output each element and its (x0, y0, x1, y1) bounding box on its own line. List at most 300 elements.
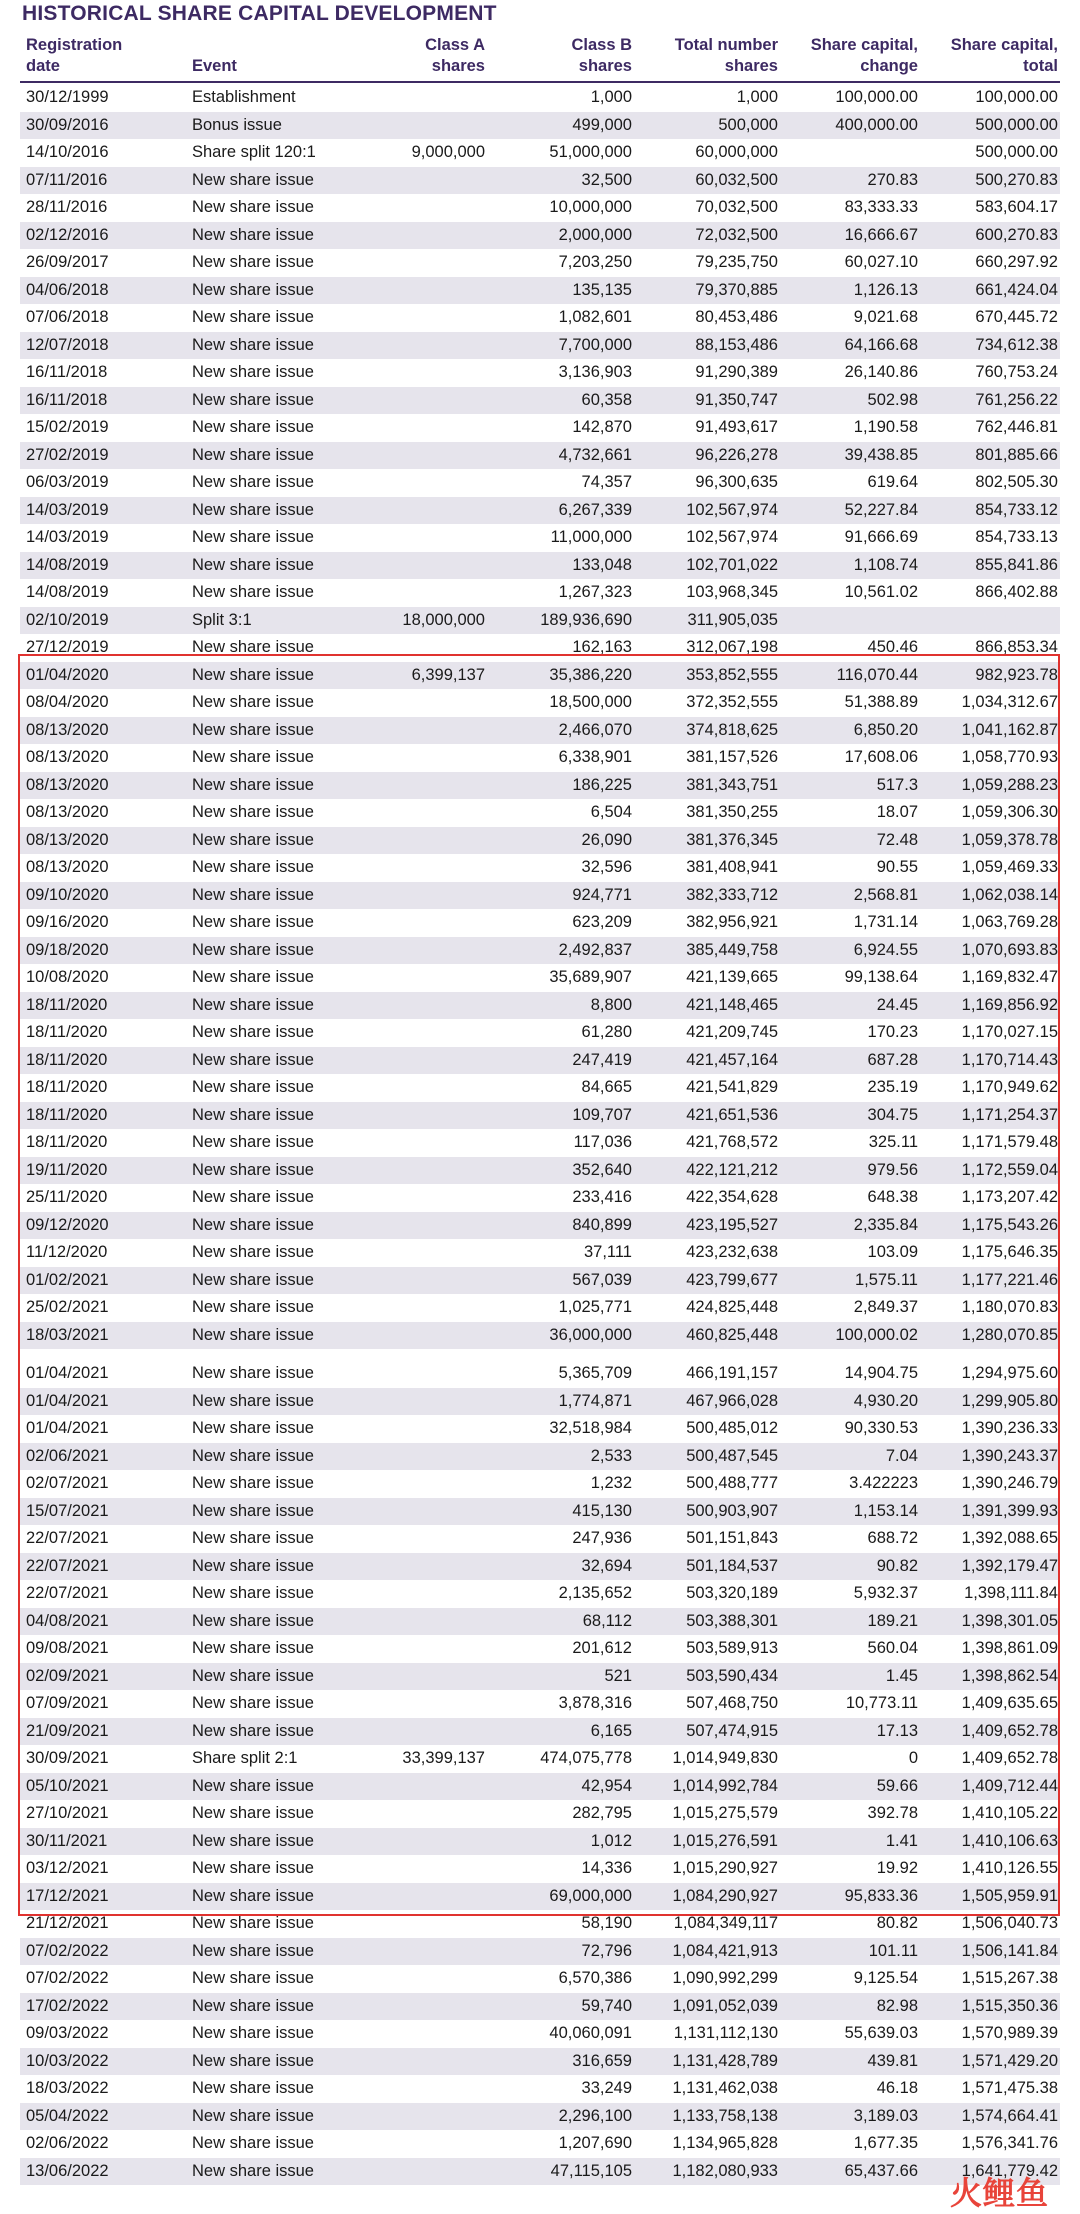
cell-capital-change: 979.56 (867, 1160, 918, 1179)
cell-date: 16/11/2018 (26, 363, 108, 381)
cell-total-shares: 382,956,921 (686, 913, 778, 931)
cell-event: New share issue (192, 885, 314, 904)
cell-capital-total: 1,409,635.65 (961, 1694, 1058, 1712)
cell-event: New share issue (192, 1556, 314, 1575)
cell-capital-change: 439.81 (867, 2051, 918, 2070)
cell-capital-change: 100,000.00 (835, 88, 918, 106)
cell-date: 08/13/2020 (26, 830, 109, 849)
cell-class-b: 36,000,000 (549, 1325, 632, 1344)
cell-date: 18/11/2020 (26, 1105, 108, 1124)
cell-capital-change: 83,333.33 (844, 198, 918, 216)
cell-capital-change: 648.38 (867, 1188, 918, 1206)
cell-event: New share issue (192, 1941, 314, 1960)
cell-total-shares: 500,487,545 (686, 1446, 778, 1465)
cell-total-shares: 102,567,974 (686, 528, 778, 546)
cell-capital-total: 1,505,959.91 (961, 1886, 1058, 1905)
cell-class-b: 135,135 (572, 280, 632, 299)
cell-date: 03/12/2021 (26, 1859, 109, 1877)
cell-total-shares: 88,153,486 (695, 335, 778, 354)
cell-total-shares: 500,485,012 (686, 1419, 778, 1437)
cell-total-shares: 1,131,112,130 (673, 2024, 778, 2042)
cell-capital-total: 1,398,301.05 (961, 1611, 1058, 1630)
table-row (20, 1910, 1060, 1938)
cell-class-b: 32,596 (581, 858, 632, 876)
cell-capital-change: 95,833.36 (844, 1886, 918, 1905)
table-row (20, 2130, 1060, 2158)
cell-capital-total: 1,170,027.15 (961, 1023, 1058, 1041)
cell-capital-total: 670,445.72 (975, 308, 1058, 326)
cell-capital-change: 65,437.66 (844, 2161, 918, 2180)
cell-date: 15/07/2021 (26, 1501, 109, 1520)
cell-class-b: 1,267,323 (558, 583, 632, 601)
table-row (20, 2103, 1060, 2131)
cell-date: 01/04/2020 (26, 665, 109, 684)
table-row (20, 2158, 1060, 2186)
cell-event: New share issue (192, 1160, 314, 1179)
cell-date: 07/11/2016 (26, 170, 108, 189)
cell-event: New share issue (192, 390, 314, 409)
cell-capital-total: 1,574,664.41 (961, 2106, 1058, 2125)
cell-date: 14/08/2019 (26, 555, 109, 574)
cell-class-b: 68,112 (582, 1611, 632, 1630)
cell-event: New share issue (192, 445, 314, 464)
cell-capital-change: 7.04 (885, 1446, 918, 1465)
cell-class-b: 282,795 (572, 1804, 632, 1822)
cell-capital-total: 1,392,179.47 (961, 1556, 1058, 1575)
cell-capital-change: 3,189.03 (853, 2106, 918, 2125)
cell-event: New share issue (192, 638, 314, 656)
table-row (20, 1993, 1060, 2021)
cell-capital-total: 1,177,221.46 (961, 1270, 1058, 1289)
cell-capital-total: 1,070,693.83 (961, 940, 1058, 959)
cell-capital-total: 1,058,770.93 (961, 748, 1058, 766)
cell-capital-total: 500,000.00 (975, 143, 1058, 161)
cell-capital-change: 72.48 (876, 830, 918, 849)
cell-capital-total: 1,571,429.20 (961, 2051, 1058, 2070)
cell-class-b: 6,267,339 (558, 500, 632, 519)
cell-class-b: 3,136,903 (558, 363, 632, 381)
cell-date: 14/03/2019 (26, 528, 109, 546)
cell-capital-change: 4,930.20 (853, 1391, 918, 1410)
cell-event: New share issue (192, 2161, 314, 2180)
cell-event: New share issue (192, 500, 314, 519)
watermark-logo: 火鲤鱼 (950, 2175, 1050, 2211)
cell-class-b: 7,700,000 (558, 335, 632, 354)
table-row (20, 84, 1060, 112)
cell-capital-total: 1,390,243.37 (961, 1446, 1058, 1465)
cell-event: Share split 2:1 (192, 1749, 298, 1767)
cell-class-b: 142,870 (572, 418, 632, 436)
cell-total-shares: 421,148,465 (686, 995, 778, 1014)
cell-class-b: 521 (604, 1666, 632, 1685)
cell-capital-total: 866,853.34 (975, 638, 1058, 656)
cell-event: New share issue (192, 720, 314, 739)
cell-total-shares: 421,139,665 (686, 968, 778, 986)
cell-total-shares: 70,032,500 (695, 198, 778, 216)
cell-capital-change: 1,731.14 (853, 913, 918, 931)
cell-total-shares: 79,235,750 (695, 253, 778, 271)
cell-date: 07/02/2022 (26, 1941, 109, 1960)
cell-event: New share issue (192, 528, 314, 546)
cell-capital-change: 392.78 (867, 1804, 918, 1822)
cell-capital-change: 2,849.37 (853, 1298, 918, 1316)
cell-event: New share issue (192, 1804, 314, 1822)
cell-capital-total: 1,392,088.65 (961, 1529, 1058, 1547)
cell-capital-change: 60,027.10 (844, 253, 918, 271)
cell-capital-change: 64,166.68 (844, 335, 918, 354)
cell-event: New share issue (192, 1050, 314, 1069)
header-class-b: Class B shares (571, 36, 632, 75)
cell-class-b: 2,135,652 (558, 1584, 632, 1602)
cell-event: New share issue (192, 830, 314, 849)
cell-event: New share issue (192, 1639, 314, 1657)
cell-capital-total: 760,753.24 (975, 363, 1058, 381)
cell-class-b: 1,082,601 (558, 308, 632, 326)
cell-date: 08/13/2020 (26, 858, 109, 876)
table-row (20, 662, 1060, 690)
table-row (20, 524, 1060, 552)
cell-total-shares: 96,300,635 (695, 473, 778, 491)
cell-capital-change: 688.72 (867, 1529, 918, 1547)
table-row (20, 359, 1060, 387)
cell-date: 01/04/2021 (26, 1391, 109, 1410)
cell-class-b: 4,732,661 (558, 445, 632, 464)
cell-capital-total: 1,059,378.78 (961, 830, 1058, 849)
table-row (20, 1047, 1060, 1075)
cell-event: New share issue (192, 1721, 314, 1740)
table-row (20, 1184, 1060, 1212)
cell-capital-change: 9,125.54 (853, 1969, 918, 1987)
cell-capital-change: 1.41 (885, 1831, 918, 1850)
cell-date: 01/04/2021 (26, 1419, 109, 1437)
cell-capital-total: 1,063,769.28 (961, 913, 1058, 931)
header-capital-total: Share capital, total (950, 36, 1058, 75)
header-event: Event (192, 57, 237, 75)
cell-capital-total: 1,506,040.73 (961, 1914, 1058, 1932)
cell-class-b: 6,165 (590, 1721, 632, 1740)
cell-total-shares: 79,370,885 (695, 280, 778, 299)
cell-capital-change: 6,924.55 (853, 940, 918, 959)
cell-capital-change: 1,575.11 (854, 1270, 918, 1289)
cell-capital-change: 9,021.68 (853, 308, 918, 326)
cell-capital-total: 1,171,579.48 (961, 1133, 1058, 1151)
cell-total-shares: 385,449,758 (686, 940, 778, 959)
cell-event: New share issue (192, 1243, 314, 1261)
cell-event: New share issue (192, 2079, 314, 2097)
cell-capital-total: 1,059,306.30 (961, 803, 1058, 821)
cell-total-shares: 353,852,555 (686, 665, 778, 684)
cell-date: 09/16/2020 (26, 913, 109, 931)
cell-class-b: 74,357 (581, 473, 632, 491)
cell-date: 05/10/2021 (26, 1776, 109, 1795)
cell-class-b: 26,090 (581, 830, 632, 849)
cell-total-shares: 1,084,421,913 (672, 1941, 778, 1960)
cell-event: New share issue (192, 1446, 314, 1465)
table-row (20, 1129, 1060, 1157)
cell-capital-total: 762,446.81 (975, 418, 1058, 436)
table-row (20, 1360, 1060, 1388)
cell-class-b: 40,060,091 (549, 2024, 632, 2042)
cell-total-shares: 381,157,526 (686, 748, 778, 766)
table-row (20, 167, 1060, 195)
header-total-shares: Total number shares (674, 36, 778, 75)
cell-capital-change: 1,677.35 (853, 2134, 918, 2152)
cell-class-b: 499,000 (572, 115, 632, 134)
cell-capital-change: 502.98 (867, 390, 918, 409)
cell-class-b: 840,899 (572, 1215, 632, 1234)
cell-capital-total: 1,059,469.33 (961, 858, 1058, 876)
cell-date: 10/08/2020 (26, 968, 109, 986)
cell-total-shares: 1,091,052,039 (672, 1996, 778, 2015)
cell-date: 09/10/2020 (26, 885, 109, 904)
cell-capital-total: 1,410,106.63 (961, 1831, 1058, 1850)
cell-class-b: 10,000,000 (549, 198, 632, 216)
cell-date: 07/06/2018 (26, 308, 109, 326)
cell-date: 27/12/2019 (26, 638, 109, 656)
cell-date: 30/11/2021 (26, 1831, 108, 1850)
cell-date: 22/07/2021 (26, 1584, 109, 1602)
cell-date: 18/11/2020 (26, 995, 108, 1014)
cell-capital-change: 16,666.67 (844, 225, 918, 244)
cell-capital-change: 560.04 (867, 1639, 918, 1657)
cell-capital-change: 52,227.84 (844, 500, 918, 519)
cell-class-b: 32,518,984 (549, 1419, 632, 1437)
table-row (20, 1388, 1060, 1416)
cell-event: New share issue (192, 1859, 314, 1877)
table-row (20, 1294, 1060, 1322)
cell-date: 09/12/2020 (26, 1215, 109, 1234)
table-row (20, 1663, 1060, 1691)
cell-date: 18/11/2020 (26, 1078, 108, 1096)
cell-class-a: 33,399,137 (402, 1749, 485, 1767)
cell-capital-total: 866,402.88 (975, 583, 1058, 601)
cell-date: 30/09/2021 (26, 1749, 109, 1767)
cell-class-b: 2,492,837 (558, 940, 632, 959)
cell-event: New share issue (192, 583, 314, 601)
cell-date: 07/02/2022 (26, 1969, 109, 1987)
cell-capital-total: 1,409,712.44 (961, 1776, 1058, 1795)
cell-class-a: 6,399,137 (411, 665, 485, 684)
table-row (20, 772, 1060, 800)
table-row (20, 1102, 1060, 1130)
cell-class-b: 47,115,105 (550, 2161, 632, 2180)
cell-capital-total: 1,570,989.39 (961, 2024, 1058, 2042)
cell-class-b: 32,694 (581, 1556, 632, 1575)
cell-class-b: 8,800 (590, 995, 632, 1014)
cell-event: Split 3:1 (192, 610, 252, 629)
table-row (20, 1745, 1060, 1773)
cell-capital-change: 1.45 (885, 1666, 918, 1685)
cell-class-b: 33,249 (581, 2079, 632, 2097)
cell-event: New share issue (192, 1215, 314, 1234)
cell-event: New share issue (192, 1270, 314, 1289)
cell-event: New share issue (192, 253, 314, 271)
cell-event: New share issue (192, 1325, 314, 1344)
cell-capital-total: 1,515,267.38 (961, 1969, 1058, 1987)
cell-class-b: 133,048 (572, 555, 632, 574)
table-row (20, 1415, 1060, 1443)
cell-capital-change: 619.64 (867, 473, 918, 491)
cell-capital-total: 1,398,111.84 (964, 1584, 1058, 1602)
cell-capital-total: 1,180,070.83 (961, 1298, 1058, 1316)
cell-capital-total: 1,169,856.92 (961, 995, 1058, 1014)
cell-capital-total: 1,041,162.87 (961, 720, 1058, 739)
table-row (20, 1855, 1060, 1883)
table-row (20, 1239, 1060, 1267)
cell-capital-change: 55,639.03 (844, 2024, 918, 2042)
cell-date: 25/02/2021 (26, 1298, 109, 1316)
table-row (20, 387, 1060, 415)
cell-capital-total: 1,034,312.67 (961, 693, 1058, 711)
cell-class-b: 3,878,316 (558, 1694, 632, 1712)
cell-event: New share issue (192, 1364, 314, 1382)
cell-event: New share issue (192, 1666, 314, 1685)
cell-capital-change: 99,138.64 (844, 968, 918, 986)
cell-date: 16/11/2018 (26, 390, 108, 409)
cell-date: 22/07/2021 (26, 1529, 109, 1547)
table-row (20, 2075, 1060, 2103)
cell-date: 14/08/2019 (26, 583, 109, 601)
table-row (20, 1443, 1060, 1471)
cell-total-shares: 91,350,747 (695, 390, 778, 409)
cell-date: 09/03/2022 (26, 2024, 109, 2042)
cell-total-shares: 102,567,974 (686, 500, 778, 519)
table-row (20, 1553, 1060, 1581)
cell-total-shares: 423,195,527 (686, 1215, 778, 1234)
cell-capital-change: 17,608.06 (844, 748, 918, 766)
cell-date: 04/08/2021 (26, 1611, 109, 1630)
cell-date: 11/12/2020 (26, 1243, 108, 1261)
cell-capital-total: 1,173,207.42 (961, 1188, 1058, 1206)
cell-capital-total: 500,000.00 (975, 115, 1058, 134)
cell-capital-total: 982,923.78 (975, 665, 1058, 684)
table-row (20, 332, 1060, 360)
cell-capital-change: 687.28 (867, 1050, 918, 1069)
cell-capital-change: 90.82 (876, 1556, 918, 1575)
cell-event: New share issue (192, 968, 314, 986)
cell-capital-change: 1,108.74 (853, 555, 918, 574)
cell-capital-total: 1,062,038.14 (961, 885, 1058, 904)
cell-total-shares: 1,014,992,784 (672, 1776, 778, 1795)
cell-class-b: 1,025,771 (558, 1298, 632, 1316)
cell-date: 02/06/2021 (26, 1446, 109, 1465)
cell-class-b: 2,000,000 (558, 225, 632, 244)
cell-date: 04/06/2018 (26, 280, 109, 299)
cell-event: New share issue (192, 280, 314, 299)
cell-total-shares: 466,191,157 (686, 1364, 778, 1382)
table-row (20, 2020, 1060, 2048)
cell-capital-total: 1,409,652.78 (961, 1749, 1058, 1767)
cell-class-b: 567,039 (572, 1270, 632, 1289)
cell-event: New share issue (192, 665, 314, 684)
cell-date: 10/03/2022 (26, 2051, 109, 2070)
cell-event: New share issue (192, 198, 314, 216)
cell-capital-change: 5,932.37 (853, 1584, 918, 1602)
cell-date: 21/09/2021 (26, 1721, 109, 1740)
cell-capital-total: 1,641,779.42 (961, 2161, 1058, 2180)
table-row (20, 634, 1060, 662)
cell-date: 28/11/2016 (26, 198, 108, 216)
cell-total-shares: 501,184,537 (686, 1556, 778, 1575)
cell-capital-change: 1,190.58 (853, 418, 918, 436)
cell-event: New share issue (192, 1996, 314, 2015)
cell-total-shares: 1,084,290,927 (672, 1886, 778, 1905)
cell-capital-change: 51,388.89 (844, 693, 918, 711)
cell-event: New share issue (192, 1419, 314, 1437)
cell-date: 18/11/2020 (26, 1050, 108, 1069)
cell-date: 15/02/2019 (26, 418, 109, 436)
cell-capital-total: 1,294,975.60 (961, 1364, 1058, 1382)
cell-total-shares: 1,015,290,927 (672, 1859, 778, 1877)
cell-date: 17/12/2021 (26, 1886, 109, 1905)
table-row (20, 249, 1060, 277)
cell-class-b: 233,416 (572, 1188, 632, 1206)
cell-capital-total: 854,733.12 (975, 500, 1058, 519)
cell-date: 02/10/2019 (26, 610, 109, 629)
cell-capital-total: 1,398,861.09 (961, 1639, 1058, 1657)
cell-capital-change: 100,000.02 (835, 1325, 918, 1344)
cell-class-b: 316,659 (572, 2051, 632, 2070)
cell-event: New share issue (192, 1298, 314, 1316)
cell-capital-total: 1,175,543.26 (961, 1215, 1058, 1234)
cell-capital-change: 3.422223 (849, 1474, 918, 1492)
cell-total-shares: 1,090,992,299 (672, 1969, 778, 1987)
cell-class-b: 352,640 (572, 1160, 632, 1179)
cell-capital-total: 1,506,141.84 (961, 1941, 1058, 1960)
cell-capital-total: 1,169,832.47 (961, 968, 1058, 986)
cell-total-shares: 422,354,628 (686, 1188, 778, 1206)
cell-total-shares: 503,320,189 (686, 1584, 778, 1602)
cell-total-shares: 91,290,389 (695, 363, 778, 381)
cell-class-b: 109,707 (572, 1105, 632, 1124)
cell-class-b: 2,296,100 (558, 2106, 632, 2125)
cell-date: 27/02/2019 (26, 445, 109, 464)
cell-event: New share issue (192, 775, 314, 794)
cell-class-b: 247,419 (572, 1050, 632, 1069)
cell-event: New share issue (192, 1078, 314, 1096)
cell-capital-total: 661,424.04 (975, 280, 1058, 299)
cell-capital-total: 1,170,949.62 (961, 1078, 1058, 1096)
table-row (20, 937, 1060, 965)
cell-capital-total: 1,171,254.37 (961, 1105, 1058, 1124)
table-row (20, 139, 1060, 167)
table-row (20, 992, 1060, 1020)
cell-total-shares: 311,905,035 (687, 610, 778, 629)
table-row (20, 469, 1060, 497)
cell-event: New share issue (192, 1105, 314, 1124)
cell-capital-change: 517.3 (876, 775, 918, 794)
cell-capital-change: 1,126.13 (853, 280, 918, 299)
cell-capital-change: 2,335.84 (853, 1215, 918, 1234)
cell-event: New share issue (192, 940, 314, 959)
cell-capital-change: 116,070.44 (836, 665, 918, 684)
cell-capital-total: 1,390,246.79 (961, 1474, 1058, 1492)
table-row (20, 222, 1060, 250)
cell-date: 01/02/2021 (26, 1270, 109, 1289)
cell-total-shares: 467,966,028 (686, 1391, 778, 1410)
cell-date: 25/11/2020 (26, 1188, 108, 1206)
cell-event: New share issue (192, 913, 314, 931)
cell-total-shares: 60,000,000 (695, 143, 778, 161)
cell-event: New share issue (192, 308, 314, 326)
table-row (20, 1800, 1060, 1828)
cell-class-b: 1,207,690 (558, 2134, 632, 2152)
cell-total-shares: 1,133,758,138 (672, 2106, 778, 2125)
cell-class-b: 201,612 (572, 1639, 632, 1657)
table-row (20, 1470, 1060, 1498)
cell-event: New share issue (192, 2024, 314, 2042)
cell-date: 08/13/2020 (26, 748, 109, 766)
